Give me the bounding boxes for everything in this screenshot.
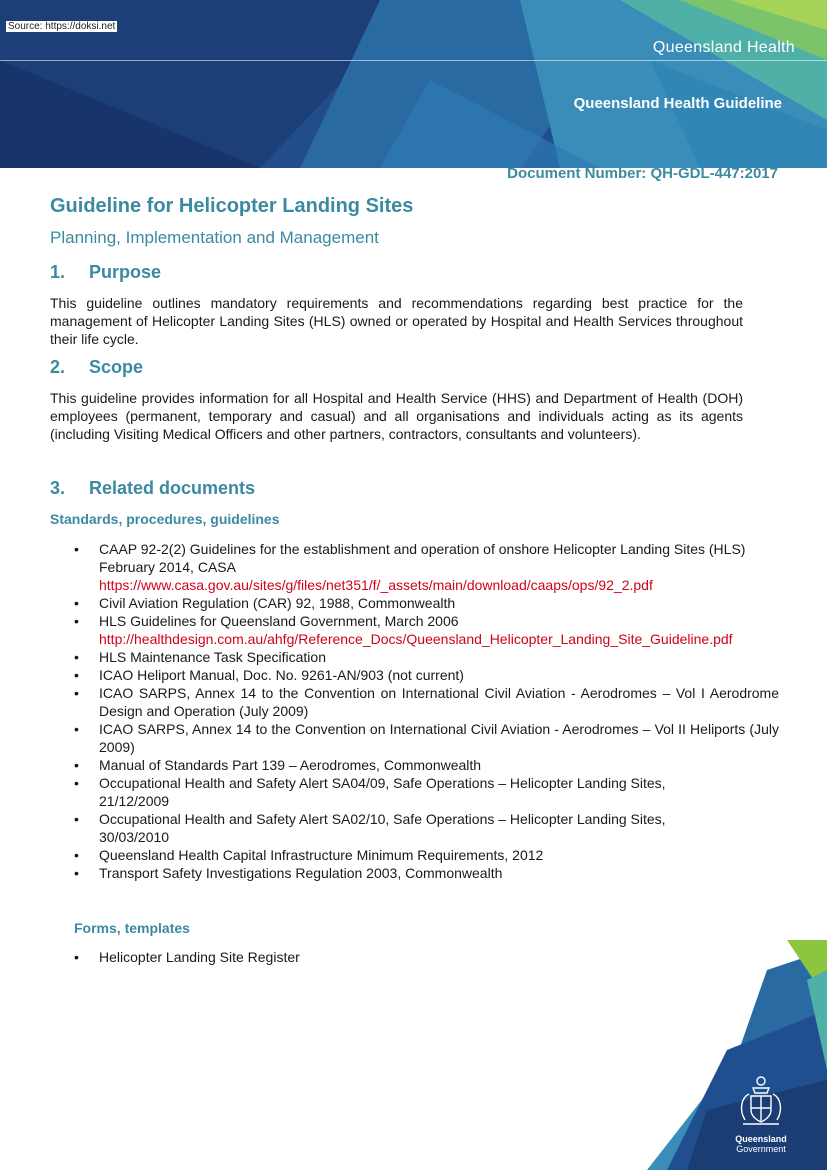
list-item: • Manual of Standards Part 139 – Aerodromes, Commonwealth [74, 757, 482, 773]
section-title: Related documents [89, 478, 256, 498]
list-item: • HLS Guidelines for Queensland Government, March 2006 http://healthdesign.com.au/ahfg/Reference_Docs/Queensland_Helicopter_Landing_Site_Guideline.pdf [74, 612, 779, 648]
section-heading-purpose [50, 262, 161, 283]
subheading-forms: Forms, templates [74, 920, 190, 936]
page-title: Guideline for Helicopter Landing Sites [50, 195, 414, 217]
list-item: • Transport Safety Investigations Regulation 2003, Commonwealth [74, 865, 503, 881]
subheading-standards: Standards, procedures, guidelines [50, 511, 280, 527]
reference-link[interactable]: https://www.casa.gov.au/sites/g/files/net351/f/_assets/main/download/caaps/ops/92_2.pdf [99, 577, 653, 593]
list-item: • ICAO Heliport Manual, Doc. No. 9261-AN/903 (not current) [74, 667, 464, 683]
source-note: Source: https://doksi.net [8, 21, 116, 32]
crest-wordmark: Queensland Government [735, 1134, 787, 1154]
footer-artwork [607, 940, 827, 1170]
section-heading-scope [50, 357, 143, 378]
section-number: 2. [50, 357, 66, 377]
list-item: • ICAO SARPS, Annex 14 to the Convention on International Civil Aviation - Aerodromes – Vol II Heliports (July 2009) [74, 721, 779, 755]
scope-text: This guideline provides information for all Hospital and Health Service (HHS) and Department of Health (DOH) employees (permanent, temporary and casual) and all organisations and individuals acting as its agents (including Visiting Medical Officers and other partners, contractors, consultants and volunteers). [50, 390, 743, 442]
list-item: • HLS Maintenance Task Specification [74, 649, 326, 665]
brand-name: Queensland Health [652, 39, 795, 56]
document-number: Document Number: QH-GDL-447:2017 [507, 165, 778, 182]
section-heading-related [50, 478, 255, 499]
section-title: Purpose [89, 262, 162, 282]
forms-list [74, 949, 300, 965]
related-documents-list [74, 540, 779, 882]
list-item: • ICAO SARPS, Annex 14 to the Convention on International Civil Aviation - Aerodromes – Vol I Aerodrome Design and Operation (July 2009) [74, 685, 779, 719]
header-rule [0, 60, 827, 61]
header-banner [0, 0, 827, 168]
purpose-text: This guideline outlines mandatory requirements and recommendations regarding best practice for the management of Helicopter Landing Sites (HLS) owned or operated by Hospital and Health Services throughout their life cycle. [50, 295, 743, 347]
list-item: • Helicopter Landing Site Register [74, 949, 300, 965]
list-item: • CAAP 92-2(2) Guidelines for the establishment and operation of onshore Helicopter Landing Sites (HLS) February 2014, CASA https://www.casa.gov.au/sites/g/files/net351/f/_assets/main/download/caaps/ops/92_2.pdf [74, 540, 779, 594]
reference-link[interactable]: http://healthdesign.com.au/ahfg/Reference_Docs/Queensland_Helicopter_Landing_Site_Guideline.pdf [99, 631, 733, 647]
list-item: • Queensland Health Capital Infrastructure Minimum Requirements, 2012 [74, 847, 544, 863]
list-item: • Occupational Health and Safety Alert SA04/09, Safe Operations – Helicopter Landing Sites, 21/12/2009 [74, 775, 666, 809]
banner-artwork [0, 0, 827, 168]
section-number: 3. [50, 478, 66, 498]
section-title: Scope [89, 357, 144, 377]
list-item: • Occupational Health and Safety Alert SA02/10, Safe Operations – Helicopter Landing Sites, 30/03/2010 [74, 811, 666, 845]
list-item: • Civil Aviation Regulation (CAR) 92, 1988, Commonwealth [74, 595, 456, 611]
section-number: 1. [50, 262, 66, 282]
guideline-label: Queensland Health Guideline [573, 95, 782, 112]
queensland-crest-icon [731, 1072, 791, 1132]
page-subtitle: Planning, Implementation and Management [50, 228, 379, 247]
